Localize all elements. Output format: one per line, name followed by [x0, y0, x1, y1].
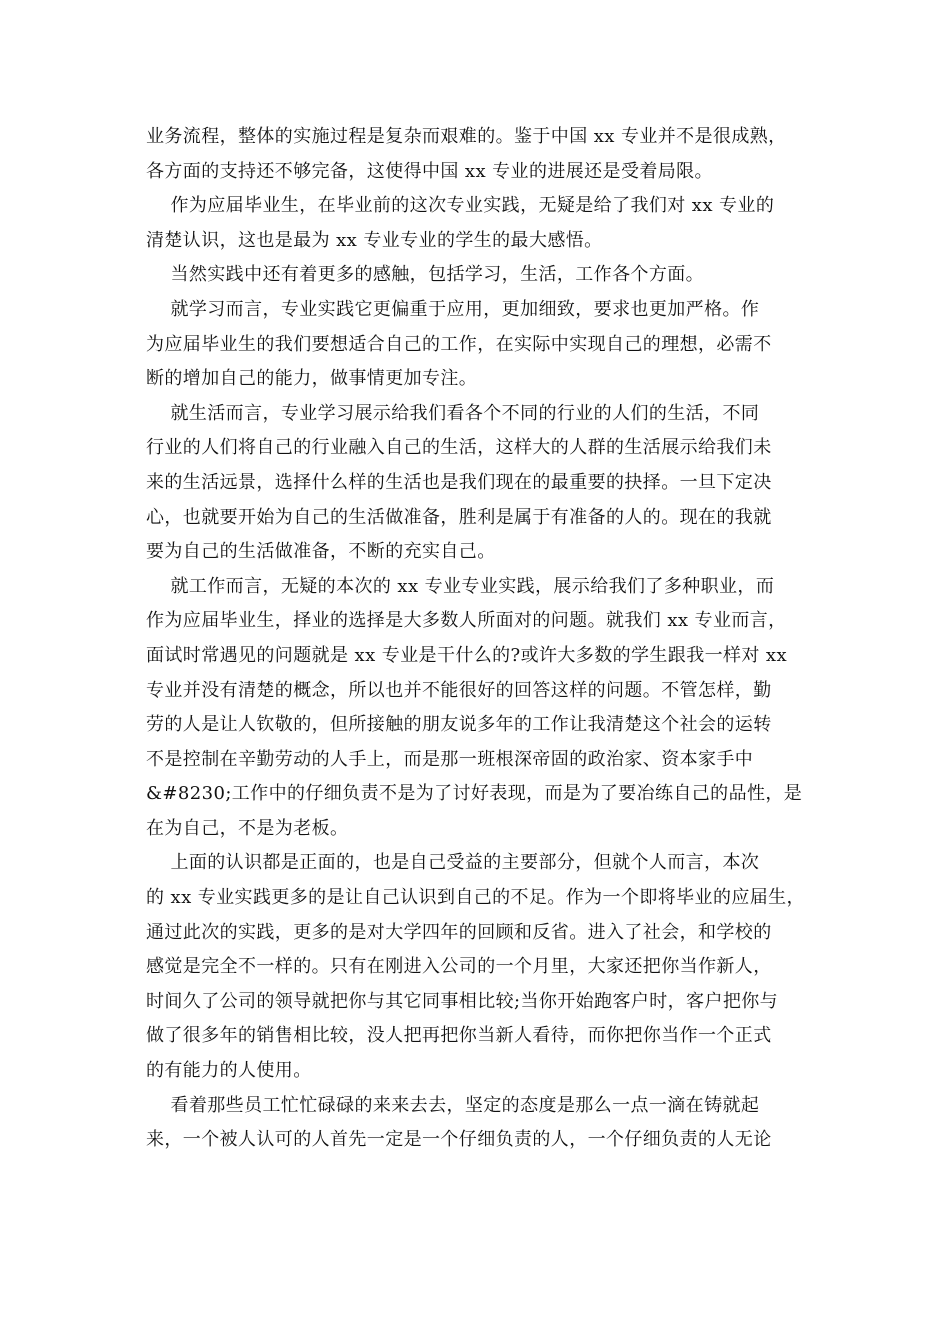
- paragraph-5: [146, 397, 826, 570]
- text-line: 劳的人是让人钦敬的，但所接触的朋友说多年的工作让我清楚这个社会的运转: [146, 714, 772, 736]
- text-line: 行业的人们将自己的行业融入自己的生活，这样大的人群的生活展示给我们未: [146, 437, 772, 459]
- text-line: 专业并没有清楚的概念，所以也并不能很好的回答这样的问题。不管怎样，勤: [146, 679, 772, 701]
- text-line: &#8230;工作中的仔细负责不是为了讨好表现，而是为了要冶练自己的品性，是: [146, 783, 803, 805]
- text-line: 不是控制在辛勤劳动的人手上，而是那一班根深帝固的政治家、资本家手中: [146, 748, 754, 770]
- paragraph-4: [146, 293, 826, 397]
- text-line: 心，也就要开始为自己的生活做准备，胜利是属于有准备的人的。现在的我就: [146, 506, 772, 528]
- paragraph-7: [146, 846, 826, 1088]
- text-line: 感觉是完全不一样的。只有在刚进入公司的一个月里，大家还把你当作新人，: [146, 956, 772, 978]
- text-line: 来的生活远景，选择什么样的生活也是我们现在的最重要的抉择。一旦下定决: [146, 471, 772, 493]
- paragraph-2: [146, 189, 826, 258]
- text-line: 各方面的支持还不够完备，这使得中国 xx 专业的进展还是受着局限。: [146, 160, 713, 182]
- text-line: 通过此次的实践，更多的是对大学四年的回顾和反省。进入了社会，和学校的: [146, 921, 772, 943]
- text-line: 的 xx 专业实践更多的是让自己认识到自己的不足。作为一个即将毕业的应届生，: [146, 887, 805, 909]
- text-line: 时间久了公司的领导就把你与其它同事相比较;当你开始跑客户时，客户把你与: [146, 990, 779, 1012]
- text-line: 作为应届毕业生，择业的选择是大多数人所面对的问题。就我们 xx 专业而言，: [146, 610, 787, 632]
- text-line: 的有能力的人使用。: [146, 1060, 312, 1082]
- text-line: 当然实践中还有着更多的感触，包括学习，生活，工作各个方面。: [146, 264, 705, 286]
- text-line: 断的增加自己的能力，做事情更加专注。: [146, 368, 478, 390]
- text-line: 清楚认识，这也是最为 xx 专业专业的学生的最大感悟。: [146, 229, 603, 251]
- text-line: 就学习而言，专业实践它更偏重于应用，更加细致，要求也更加严格。作: [146, 298, 760, 320]
- paragraph-1: [146, 120, 826, 189]
- body-text: [146, 120, 826, 1158]
- paragraph-8: [146, 1089, 826, 1158]
- text-line: 作为应届毕业生，在毕业前的这次专业实践，无疑是给了我们对 xx 专业的: [146, 195, 775, 217]
- text-line: 就工作而言，无疑的本次的 xx 专业专业实践，展示给我们了多种职业，而: [146, 575, 775, 597]
- text-line: 在为自己，不是为老板。: [146, 817, 349, 839]
- text-line: 做了很多年的销售相比较，没人把再把你当新人看待，而你把你当作一个正式: [146, 1025, 772, 1047]
- text-line: 业务流程，整体的实施过程是复杂而艰难的。鉴于中国 xx 专业并不是很成熟，: [146, 126, 787, 147]
- paragraph-6: [146, 570, 826, 847]
- text-line: 要为自己的生活做准备，不断的充实自己。: [146, 541, 496, 563]
- text-line: 面试时常遇见的问题就是 xx 专业是干什么的?或许大多数的学生跟我一样对 xx: [146, 644, 788, 666]
- text-line: 来，一个被人认可的人首先一定是一个仔细负责的人，一个仔细负责的人无论: [146, 1129, 772, 1151]
- text-line: 就生活而言，专业学习展示给我们看各个不同的行业的人们的生活，不同: [146, 402, 760, 424]
- text-line: 看着那些员工忙忙碌碌的来来去去，坚定的态度是那么一点一滴在铸就起: [146, 1094, 760, 1116]
- text-line: 为应届毕业生的我们要想适合自己的工作，在实际中实现自己的理想，必需不: [146, 333, 772, 355]
- paragraph-3: [146, 258, 826, 293]
- text-line: 上面的认识都是正面的，也是自己受益的主要部分，但就个人而言，本次: [146, 852, 760, 874]
